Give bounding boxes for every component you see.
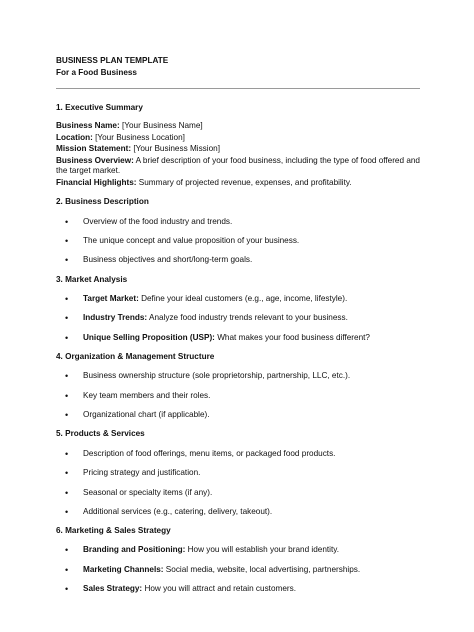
location-line xyxy=(56,133,420,143)
business-description-list xyxy=(56,217,420,266)
section-heading-products-services: 5. Products & Services xyxy=(56,429,145,439)
bullet-icon: • xyxy=(65,371,69,382)
list-item xyxy=(56,449,420,459)
bullet-icon: • xyxy=(65,216,69,227)
financial-label: Financial Highlights: xyxy=(56,178,137,187)
list-item xyxy=(56,333,420,343)
organization-list xyxy=(56,371,420,420)
list-item-label: Sales Strategy: xyxy=(83,584,143,594)
bullet-icon: • xyxy=(65,235,69,246)
list-item-text: Define your ideal customers (e.g., age, income, lifestyle). xyxy=(138,293,348,303)
list-item xyxy=(56,410,420,420)
list-item-text: Key team members and their roles. xyxy=(83,390,211,400)
list-item xyxy=(56,294,420,304)
business-name-line xyxy=(56,121,420,131)
list-item-text: The unique concept and value proposition of your business. xyxy=(83,235,300,245)
list-item xyxy=(56,313,420,323)
business-name-value: [Your Business Name] xyxy=(119,120,203,130)
bullet-icon: • xyxy=(65,313,69,324)
list-item-label: Marketing Channels: xyxy=(83,564,164,574)
list-item-text: Organizational chart (if applicable). xyxy=(83,410,210,420)
list-item-label: Branding and Positioning: xyxy=(83,545,186,555)
title-divider xyxy=(56,88,420,89)
marketing-sales-list xyxy=(56,545,420,594)
list-item-text: Additional services (e.g., catering, delivery, takeout). xyxy=(83,506,273,516)
list-item-text: Business ownership structure (sole proprietorship, partnership, LLC, etc.). xyxy=(83,371,351,381)
document-title: BUSINESS PLAN TEMPLATE xyxy=(56,56,169,65)
bullet-icon: • xyxy=(65,332,69,343)
bullet-icon: • xyxy=(65,255,69,266)
financial-line xyxy=(56,178,420,188)
bullet-icon: • xyxy=(65,468,69,479)
location-value: [Your Business Location] xyxy=(92,132,185,142)
section-heading-business-description: 2. Business Description xyxy=(56,197,149,207)
executive-summary-block xyxy=(56,121,420,189)
location-label: Location: xyxy=(56,132,93,142)
overview-value: A brief description of your food business, including the type of food offered and the target market. xyxy=(56,156,420,176)
bullet-icon: • xyxy=(65,545,69,556)
mission-value: [Your Business Mission] xyxy=(131,144,220,154)
list-item xyxy=(56,255,420,265)
mission-line xyxy=(56,144,420,154)
list-item-label: Target Market: xyxy=(83,293,139,303)
list-item xyxy=(56,507,420,517)
section-heading-market-analysis: 3. Market Analysis xyxy=(56,274,128,284)
list-item-label: Industry Trends: xyxy=(83,313,148,323)
list-item xyxy=(56,545,420,555)
overview-line xyxy=(56,156,420,177)
list-item-text: Analyze food industry trends relevant to your business. xyxy=(147,313,348,323)
list-item-text: Business objectives and short/long-term goals. xyxy=(83,255,253,265)
list-item-text: Social media, website, local advertising, partnerships. xyxy=(163,564,361,574)
section-heading-executive-summary: 1. Executive Summary xyxy=(56,102,143,112)
list-item-text: Overview of the food industry and trends. xyxy=(83,216,233,226)
bullet-icon: • xyxy=(65,487,69,498)
section-heading-marketing-sales: 6. Marketing & Sales Strategy xyxy=(56,526,171,536)
list-item xyxy=(56,565,420,575)
list-item xyxy=(56,584,420,594)
list-item-text: How you will attract and retain customers. xyxy=(142,584,296,594)
list-item xyxy=(56,468,420,478)
products-services-list xyxy=(56,449,420,518)
list-item-label: Unique Selling Proposition (USP): xyxy=(83,332,215,342)
financial-value: Summary of projected revenue, expenses, and profitability. xyxy=(136,178,352,187)
list-item-text: What makes your food business different? xyxy=(214,332,370,342)
business-name-label: Business Name: xyxy=(56,120,120,130)
list-item-text: Seasonal or specialty items (if any). xyxy=(83,487,213,497)
bullet-icon: • xyxy=(65,448,69,459)
list-item xyxy=(56,236,420,246)
bullet-icon: • xyxy=(65,564,69,575)
list-item xyxy=(56,371,420,381)
bullet-icon: • xyxy=(65,390,69,401)
bullet-icon: • xyxy=(65,410,69,421)
bullet-icon: • xyxy=(65,584,69,595)
market-analysis-list xyxy=(56,294,420,343)
list-item xyxy=(56,391,420,401)
list-item-text: Pricing strategy and justification. xyxy=(83,468,201,478)
document-subtitle: For a Food Business xyxy=(56,68,137,78)
section-heading-organization-management: 4. Organization & Management Structure xyxy=(56,352,215,361)
list-item xyxy=(56,488,420,498)
document-body xyxy=(56,56,420,595)
mission-label: Mission Statement: xyxy=(56,144,132,154)
list-item xyxy=(56,217,420,227)
bullet-icon: • xyxy=(65,293,69,304)
bullet-icon: • xyxy=(65,506,69,517)
list-item-text: Description of food offerings, menu items, or packaged food products. xyxy=(83,448,336,458)
list-item-text: How you will establish your brand identity. xyxy=(185,545,340,555)
overview-label: Business Overview: xyxy=(56,156,134,165)
